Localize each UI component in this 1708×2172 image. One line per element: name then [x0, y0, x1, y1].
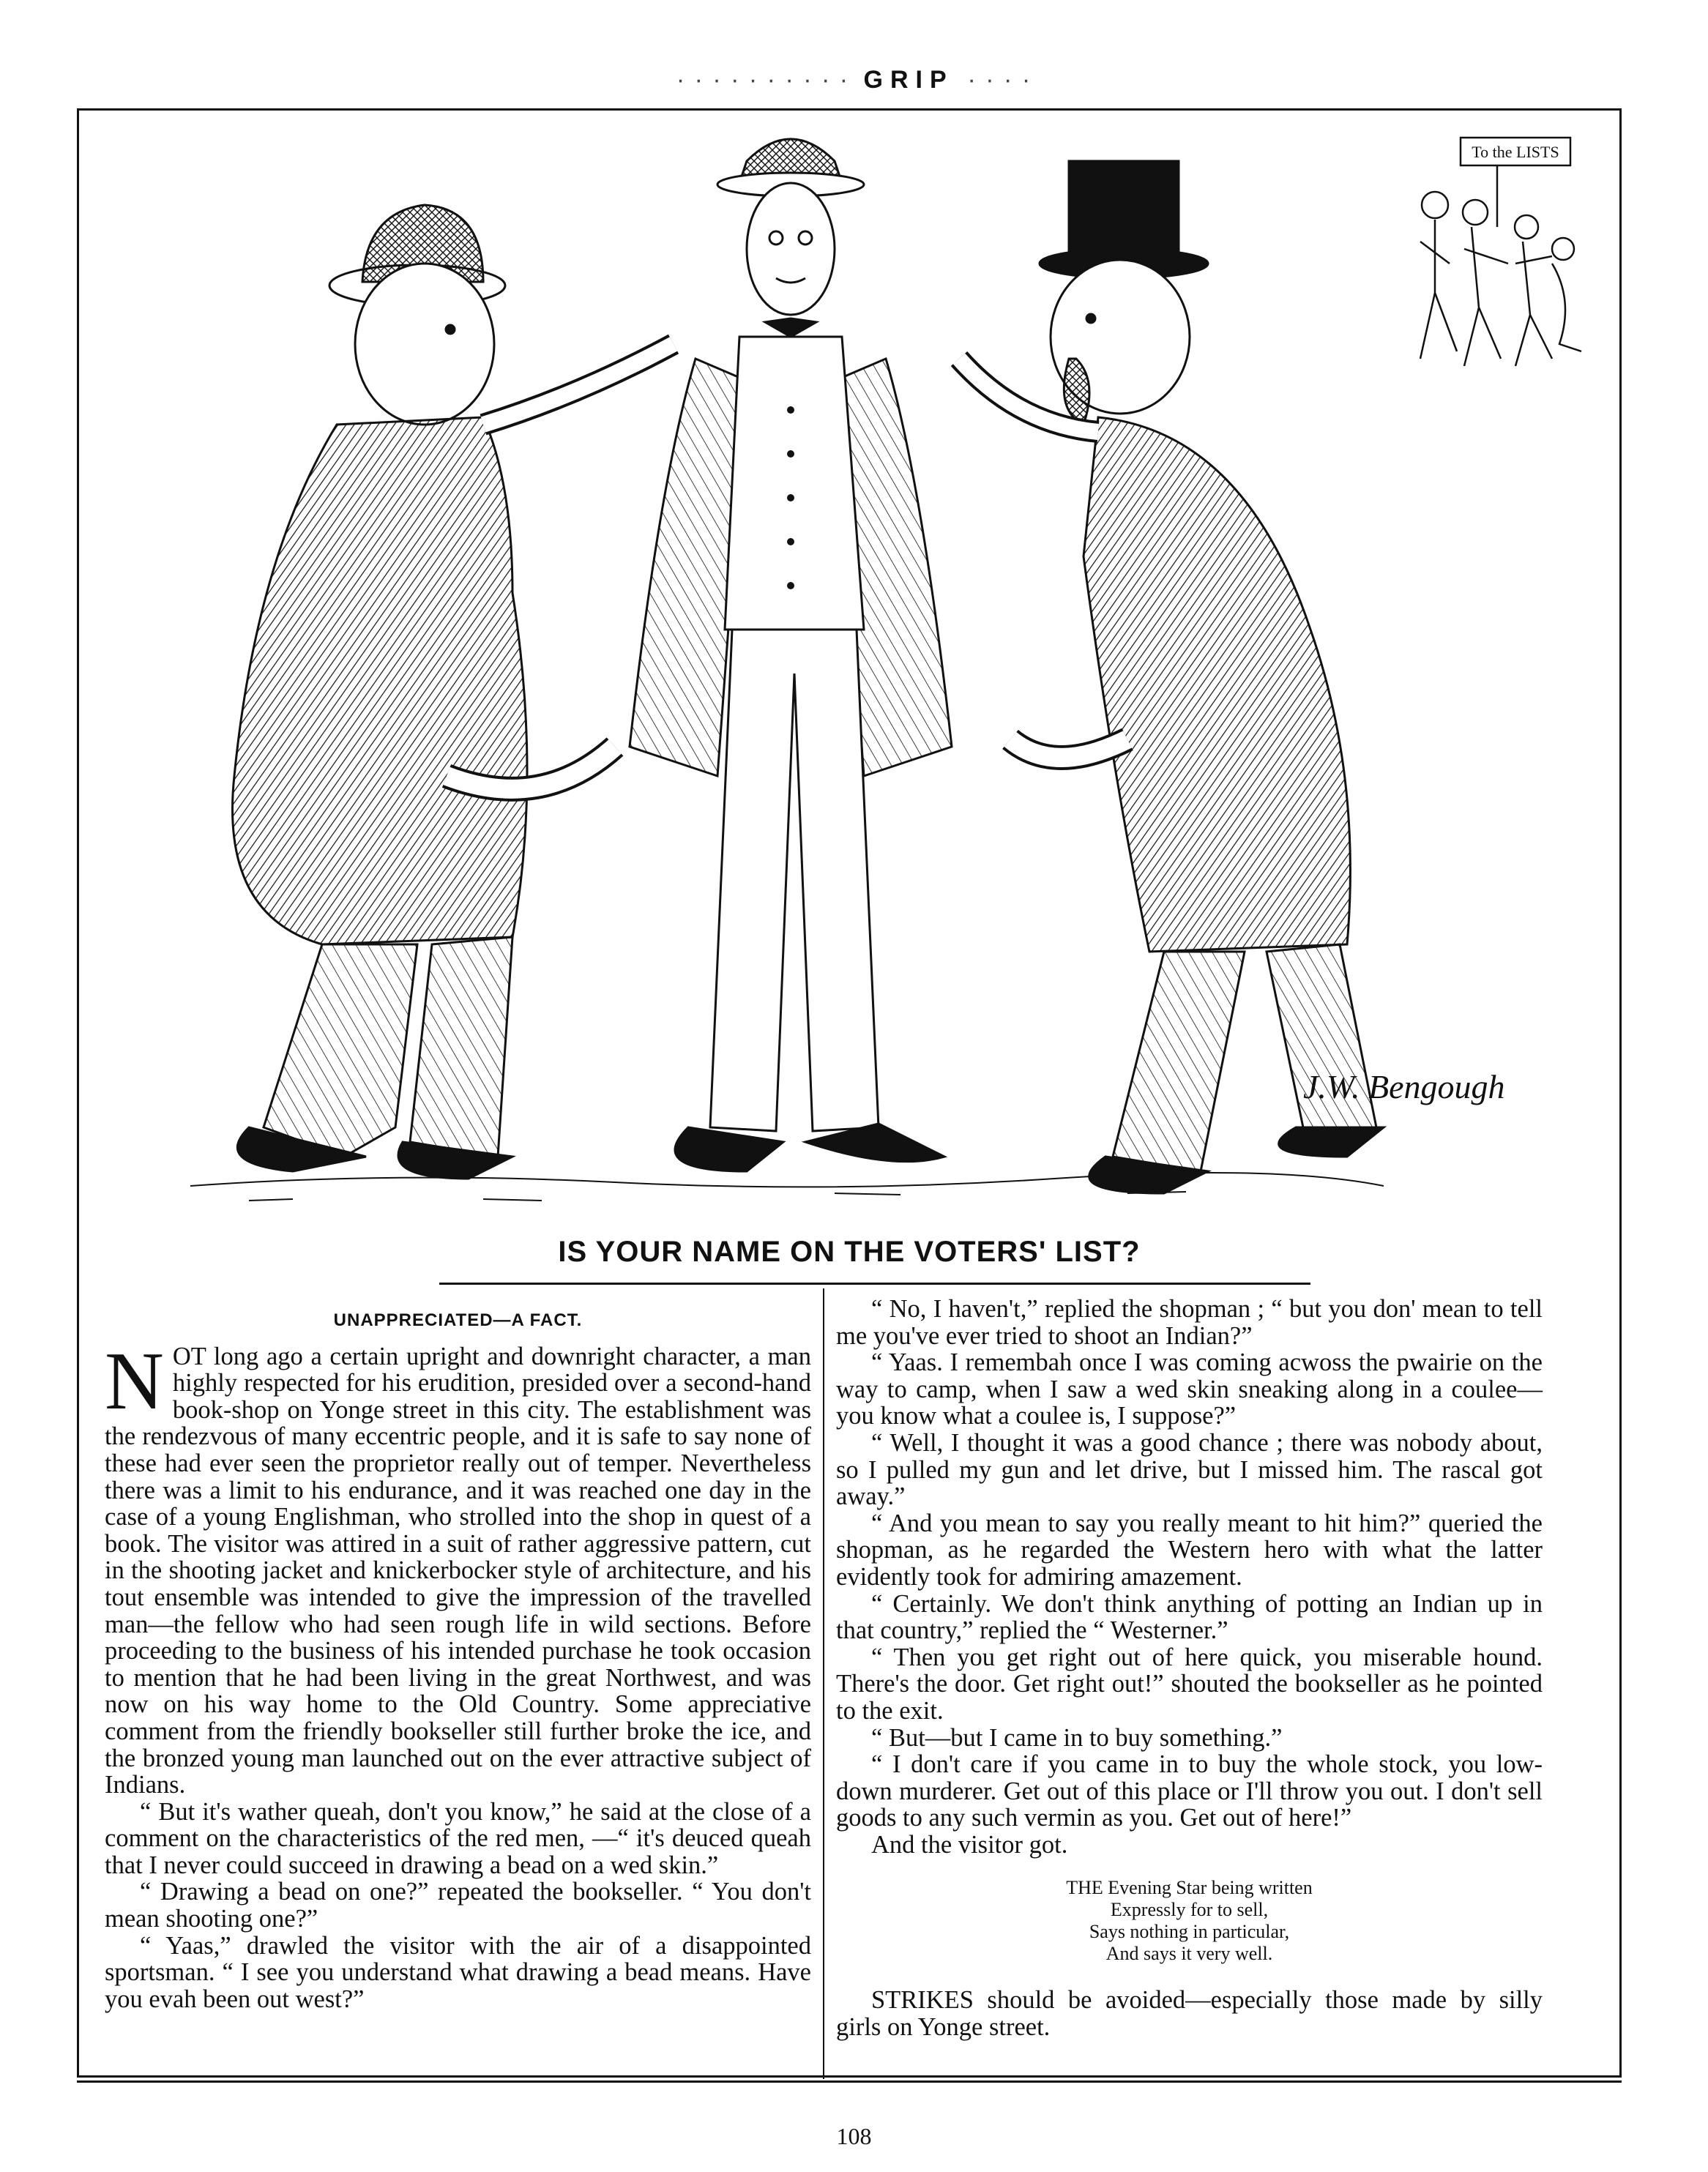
strikes-paragraph: [836, 1987, 1543, 2040]
article-paragraph-13: And the visitor got.: [871, 1830, 1068, 1859]
article-paragraph-6: “ Yaas. I remembah once I was coming acwoss the pwairie on the way to camp, when I saw a wed skin sneaking along in a coulee—you know what a coulee is, I suppose?”: [836, 1348, 1543, 1430]
article-right-column: [836, 1296, 1543, 2041]
article-paragraph-2: “ But it's wather queah, don't you know,” he said at the close of a comment on the characteristics of the red men, —“ it's deuced queah that I never could succeed in drawing a bead on a wed skin.”: [105, 1797, 811, 1879]
article-paragraph-1: NOT long ago a certain upright and downright character, a man highly respected for his erudition, presided over a second-hand book-shop on Yonge street in this city. The establishment was the rendezvous of many eccentric people, and it is safe to say none of these had ever seen the proprietor really out of temper. Nevertheless there was a limit to his endurance, and it was reached one day in the case of a young Englishman, who strolled into the shop in quest of a book. The visitor was attired in a suit of rather aggressive pattern, cut in the shooting jacket and knickerbocker style of architecture, and his tout ensemble was intended to give the impression of the travelled man—the fellow who had seen rough life in wild sections. Before proceeding to the business of his intended purchase he took occasion to mention that he had been living in the great Northwest, and was now on his way home to the Old Country. Some appreciative comment from the friendly bookseller still further broke the ice, and the bronzed young man launched out on the ever attractive subject of Indians.: [105, 1335, 811, 1799]
background-scuffle-figures: [1420, 161, 1581, 366]
article-paragraph-3: “ Drawing a bead on one?” repeated the bookseller. “ You don't mean shooting one?”: [105, 1878, 811, 1933]
article-paragraph-8: “ And you mean to say you really meant to hit him?” queried the shopman, as he regarded the Western hero with what the latter evidently took for admiring amazement.: [836, 1509, 1543, 1591]
strikes-lead: STRIKES: [871, 1986, 974, 2015]
evening-star-verse: [836, 1877, 1543, 1965]
article-paragraph-12: “ I don't care if you came in to buy the whole stock, you low-down murderer. Get out of this place or I'll throw you out. I don't sell goods to any such vermin as you. Get out of here!”: [836, 1750, 1543, 1832]
drop-cap: N: [105, 1335, 164, 1427]
article-left-column: [105, 1296, 811, 2012]
article-paragraph-7: “ Well, I thought it was a good chance ; there was nobody about, so I pulled my gun and let drive, but I missed him. The rascal got away.”: [836, 1428, 1543, 1511]
page-number: 108: [836, 2123, 872, 2149]
left-politician-figure: [233, 205, 674, 1179]
artist-signature: J.W. Bengough: [1303, 1068, 1505, 1105]
cartoon-illustration: [102, 117, 1603, 1230]
verse-line: And says it very well.: [1105, 1943, 1273, 1965]
bottom-rule: [77, 2080, 1622, 2083]
masthead-ornament-right: · · · ·: [967, 66, 1032, 94]
article-paragraph-5: “ No, I haven't,” replied the shopman ; “ but you don' mean to tell me you've ever tried to shoot an Indian?”: [836, 1295, 1543, 1350]
cartoon-caption: IS YOUR NAME ON THE VOTERS' LIST?: [558, 1236, 1141, 1268]
column-divider: [823, 1288, 824, 2079]
verse-line: THE Evening Star being written: [1066, 1877, 1313, 1899]
ground: [190, 1173, 1384, 1201]
caption-rule: [439, 1283, 1310, 1285]
strikes-rest: should be avoided—especially those made by silly girls on Yonge street.: [836, 1986, 1543, 2042]
article-paragraph-9: “ Certainly. We don't think anything of potting an Indian up in that country,” replied the “ Westerner.”: [836, 1589, 1543, 1645]
masthead: [0, 66, 1708, 94]
right-politician-figure: [959, 161, 1384, 1193]
article-title: UNAPPRECIATED—A FACT.: [333, 1310, 583, 1330]
article-paragraph-10: “ Then you get right out of here quick, you miserable hound. There's the door. Get right out!” shouted the bookseller as he pointed to the exit.: [836, 1643, 1543, 1725]
article-paragraph-11: “ But—but I came in to buy something.”: [871, 1723, 1283, 1752]
verse-line: Expressly for to sell,: [1110, 1899, 1269, 1921]
center-man-figure: [630, 139, 952, 1171]
verse-line: Says nothing in particular,: [1089, 1921, 1290, 1943]
article-paragraph-4: “ Yaas,” drawled the visitor with the air of a disappointed sportsman. “ I see you understand what drawing a bead means. Have you evah been out west?”: [105, 1931, 811, 2013]
sign-to-the-lists: [1461, 138, 1570, 165]
sign-text: To the LISTS: [1472, 143, 1559, 161]
masthead-title: GRIP: [863, 66, 954, 94]
masthead-ornament-left: · · · · · · · · · ·: [676, 66, 850, 94]
